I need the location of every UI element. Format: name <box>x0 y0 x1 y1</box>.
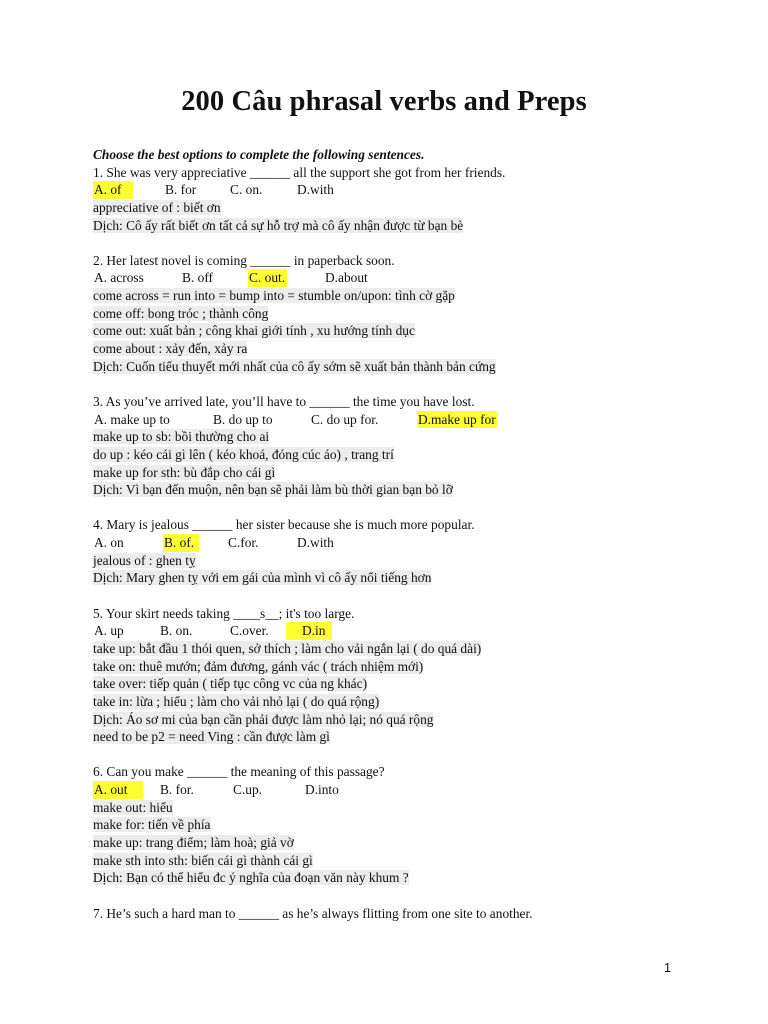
option-c: C. on. <box>230 182 263 198</box>
option-d: D.with <box>297 535 334 551</box>
note-line: make up: trang điểm; làm hoà; giả vờ <box>93 834 294 850</box>
option-a: A. out <box>93 781 143 799</box>
note-line: make up for sth: bù đắp cho cái gì <box>93 464 276 480</box>
option-c: C. out. <box>249 270 286 286</box>
option-b: B. of. <box>163 534 199 552</box>
option-d: D.make up for <box>418 411 496 427</box>
option-a: A. across <box>94 270 144 286</box>
option-b: B. on. <box>160 623 193 639</box>
option-a: A. of <box>93 181 133 199</box>
note-line: jealous of : ghen tỵ <box>93 552 196 568</box>
spacer <box>93 587 693 605</box>
option-a: A. up <box>94 623 124 639</box>
question-3-text: 3. As you’ve arrived late, you’ll have to ______ the time you have lost. <box>93 393 475 409</box>
option-d: D.in <box>286 622 332 640</box>
question-1-text: 1. She was very appreciative ______ all the support she got from her friends. <box>93 164 506 180</box>
option-b: B. for <box>165 182 197 198</box>
note-line: come about : xảy đến, xảy ra <box>93 341 248 357</box>
option-c: C.up. <box>233 782 263 798</box>
translation-line: Dịch: Bạn có thể hiểu đc ý nghĩa của đoạn văn này khum ? <box>93 870 409 886</box>
note-line: need to be p2 = need Ving : cần được làm gì <box>93 729 330 745</box>
note-line: take up: bắt đầu 1 thói quen, sở thích ; làm cho vải ngắn lại ( do quá dài) <box>93 640 482 656</box>
option-b: B. do up to <box>213 411 273 427</box>
note-line: appreciative of : biết ơn <box>93 199 221 215</box>
note-line: take on: thuê mướn; đảm đương, gánh vác ( trách nhiệm mới) <box>93 658 424 674</box>
option-d: D.about <box>325 270 368 286</box>
option-b: B. for. <box>160 782 194 798</box>
note-line: come across = run into = bump into = stumble on/upon: tình cờ gặp <box>93 288 455 304</box>
question-5-options <box>93 622 693 640</box>
translation-line: Dịch: Cuốn tiểu thuyết mới nhất của cô ấy sớm sẽ xuất bản thành bản cứng <box>93 358 496 374</box>
question-5-text: 5. Your skirt needs taking ____s__; it's too large. <box>93 605 355 621</box>
option-b: B. off <box>182 270 213 286</box>
question-6-text: 6. Can you make ______ the meaning of this passage? <box>93 764 385 780</box>
spacer <box>93 499 693 517</box>
instruction: Choose the best options to complete the following sentences. <box>93 147 425 162</box>
question-2-text: 2. Her latest novel is coming ______ in paperback soon. <box>93 252 395 268</box>
note-line: make up to sb: bồi thường cho ai <box>93 429 270 445</box>
question-3-options <box>93 411 693 429</box>
page-number: 1 <box>664 961 671 975</box>
note-line: make out: hiểu <box>93 799 173 815</box>
option-a: A. on <box>94 535 124 551</box>
translation-line: Dịch: Cô ấy rất biết ơn tất cả sự hỗ trợ mà cô ấy nhận được từ bạn bè <box>93 217 464 233</box>
note-line: take in: lừa ; hiểu ; làm cho vải nhỏ lại ( do quá rộng) <box>93 693 380 709</box>
note-line: make for: tiến về phía <box>93 817 211 833</box>
question-4-text: 4. Mary is jealous ______ her sister because she is much more popular. <box>93 517 475 533</box>
question-6-options <box>93 781 693 799</box>
note-line: make sth into sth: biến cái gì thành cái gì <box>93 852 313 868</box>
note-line: take over: tiếp quản ( tiếp tục công vc của ng khác) <box>93 676 368 692</box>
option-c: C.over. <box>230 623 269 639</box>
question-list <box>93 146 693 922</box>
question-4-options <box>93 534 693 552</box>
option-d: D.with <box>297 182 334 198</box>
page-title: 200 Câu phrasal verbs and Preps <box>181 86 587 117</box>
question-7-text: 7. He’s such a hard man to ______ as he’s always flitting from one site to another. <box>93 905 533 921</box>
translation-line: Dịch: Mary ghen tỵ với em gái của mình vì cô ấy nổi tiếng hơn <box>93 570 432 586</box>
note-line: come off: bong tróc ; thành công <box>93 305 269 321</box>
option-a: A. make up to <box>94 411 170 427</box>
note-line: come out: xuất bản ; công khai giới tính , xu hướng tính dục <box>93 323 415 339</box>
spacer <box>93 887 693 905</box>
spacer <box>93 234 693 252</box>
option-c: C. do up for. <box>311 411 379 427</box>
translation-line: Dịch: Áo sơ mi của bạn cần phải được làm nhỏ lại; nó quá rộng <box>93 711 434 727</box>
note-line: do up : kéo cái gì lên ( kéo khoá, đóng cúc áo) , trang trí <box>93 446 394 462</box>
option-c: C.for. <box>228 535 259 551</box>
spacer <box>93 375 693 393</box>
spacer <box>93 746 693 764</box>
option-d: D.into <box>305 782 339 798</box>
question-1-options <box>93 181 693 199</box>
translation-line: Dịch: Vì bạn đến muộn, nên bạn sẽ phải làm bù thời gian bạn bỏ lỡ <box>93 482 453 498</box>
question-2-options <box>93 269 693 287</box>
